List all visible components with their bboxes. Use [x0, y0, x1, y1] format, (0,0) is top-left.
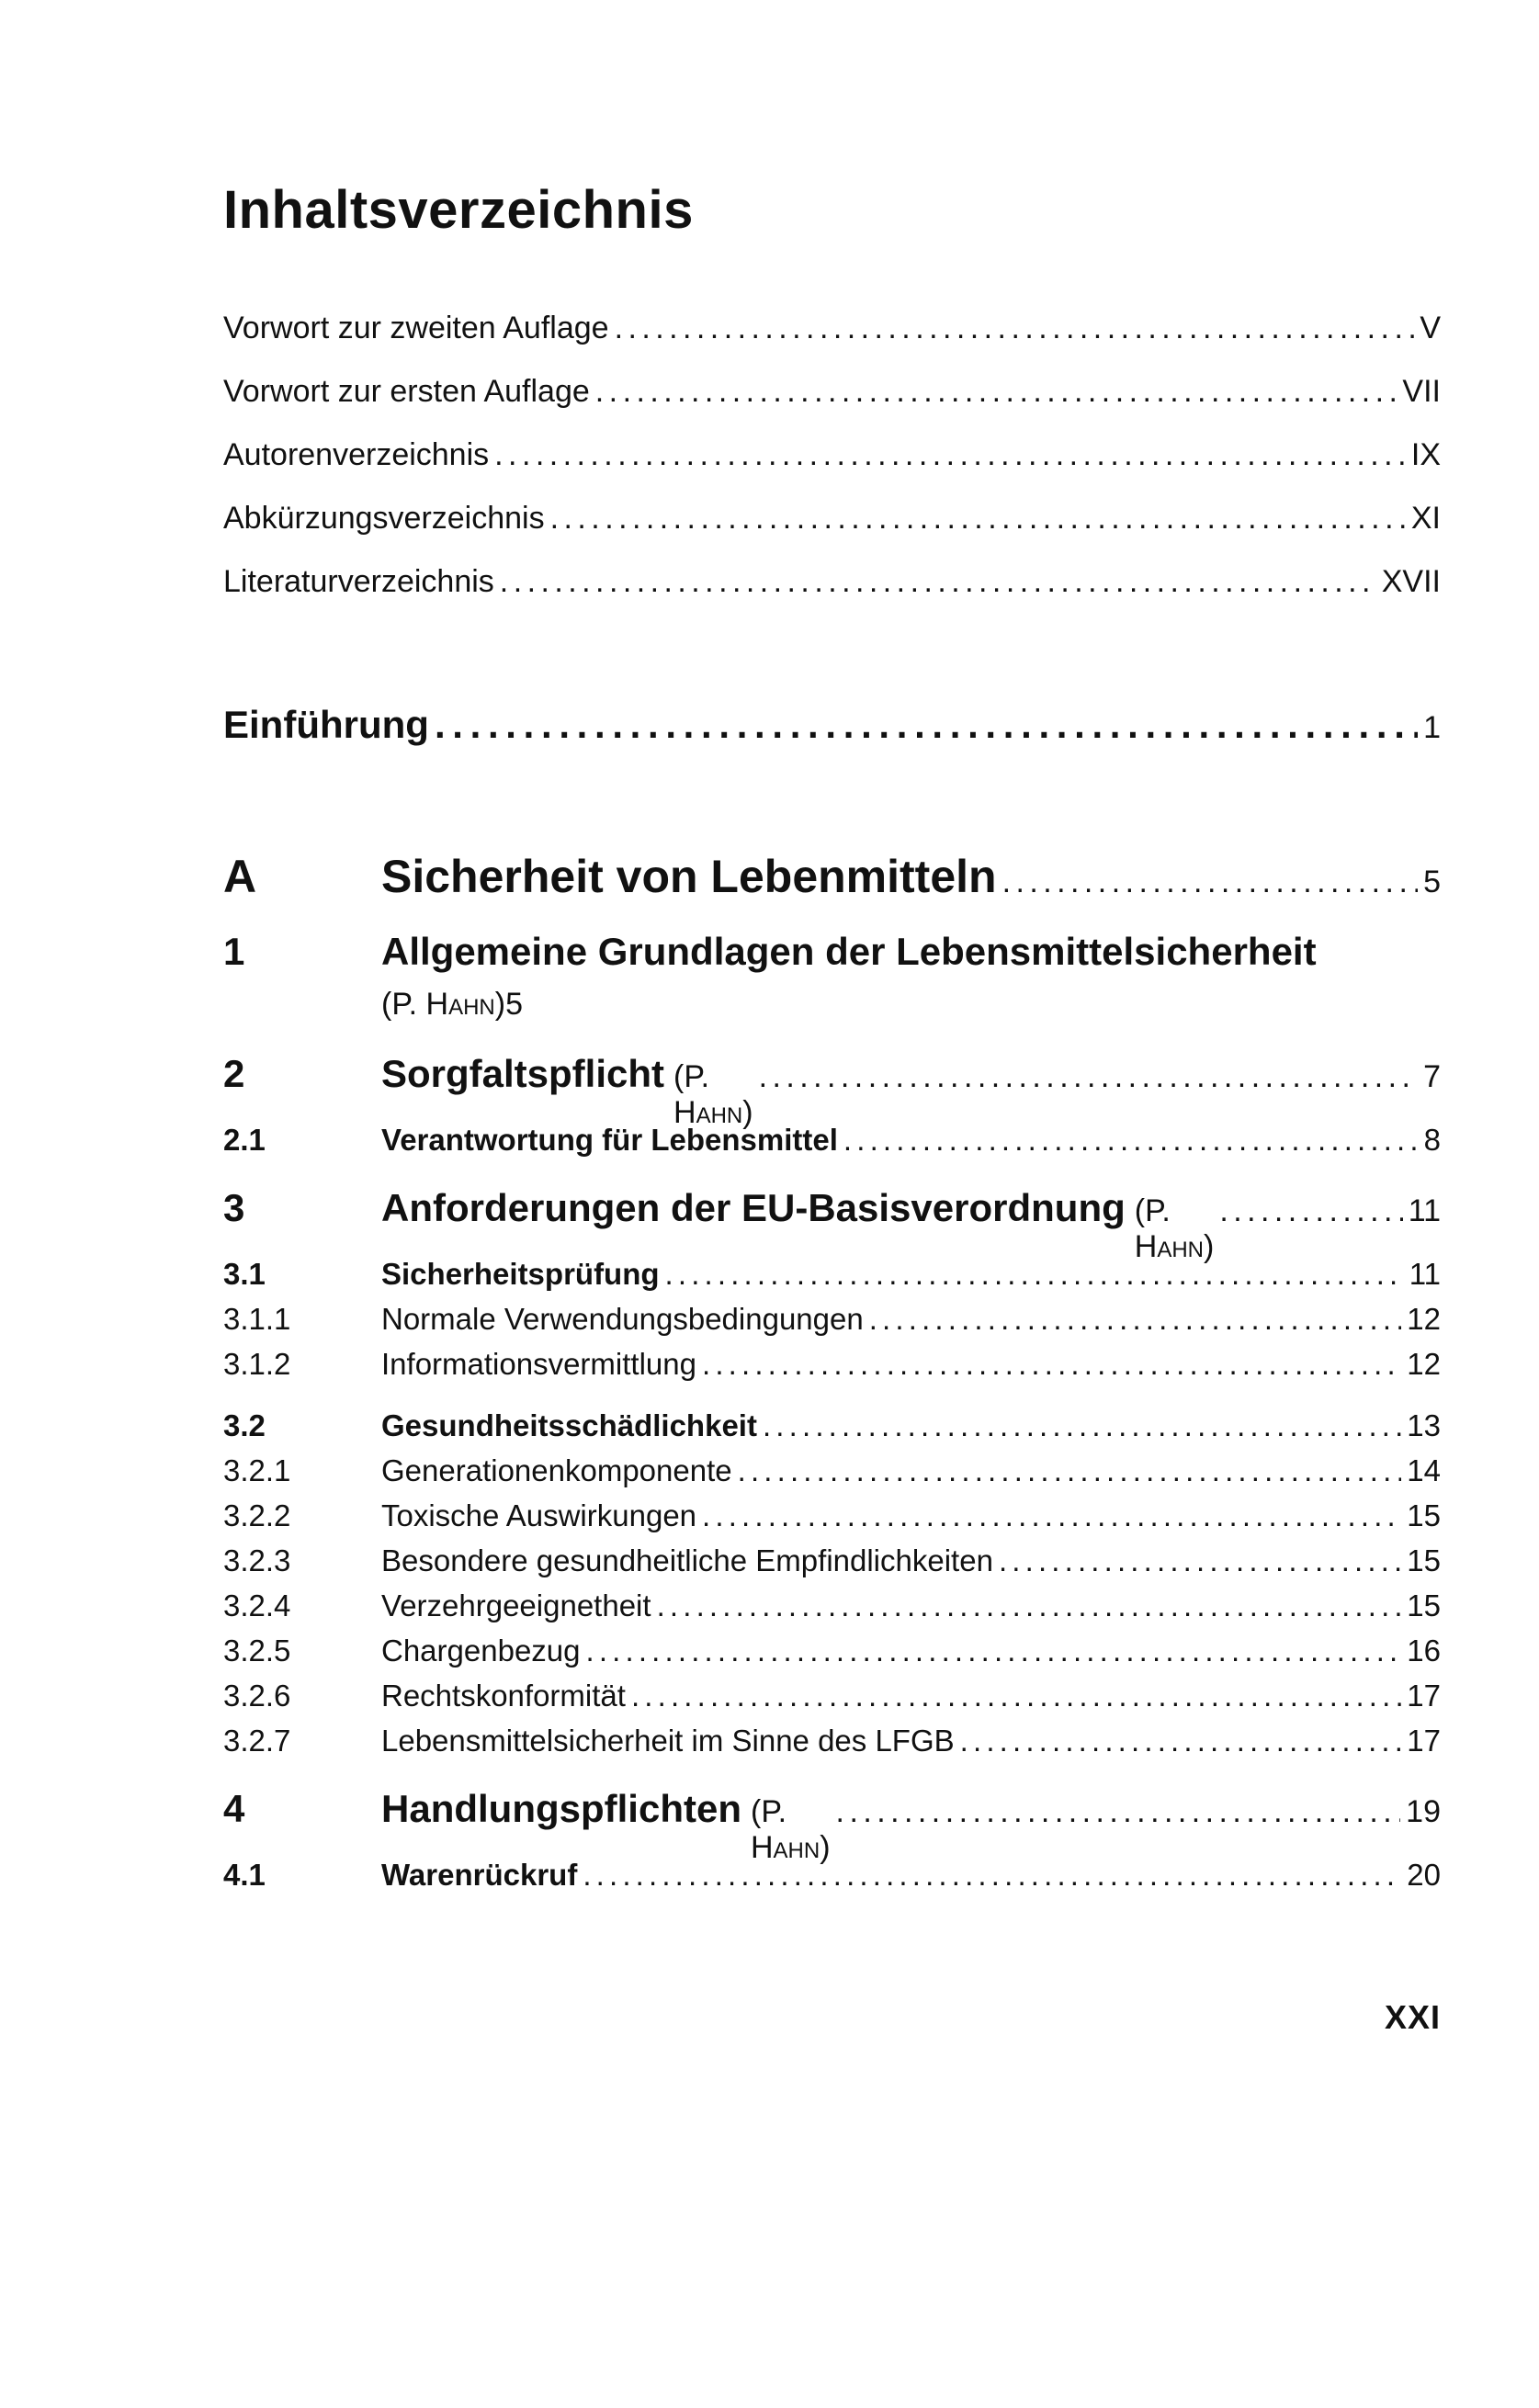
leader-dots [615, 311, 1415, 346]
toc-entry-title: Gesundheitsschädlichkeit [381, 1408, 757, 1442]
toc-entry-title: Verantwortung für Lebensmittel [381, 1123, 838, 1157]
toc-entry-title: Normale Verwendungsbedingungen [381, 1302, 864, 1336]
toc-entry-title: Anforderungen der EU-Basisverordnung [381, 1186, 1126, 1229]
leader-dots [999, 1543, 1401, 1578]
toc-entry-number: 3.2.4 [223, 1588, 291, 1622]
toc-subsection-3-2-7 [223, 1724, 1441, 1758]
toc-entry-page: 12 [1407, 1302, 1441, 1336]
toc-chapter-2 [223, 1052, 1441, 1131]
toc-part-a [223, 850, 1441, 903]
toc-entry-page: 11 [1408, 1193, 1441, 1228]
toc-entry-number: 3.2.7 [223, 1724, 291, 1758]
toc-entry-title: Einführung [223, 703, 429, 746]
page-number: XXI [1384, 1998, 1441, 2036]
toc-entry-vorwort-zweite [223, 311, 1441, 346]
toc-entry-title: Verzehrgeeignetheit [381, 1588, 651, 1622]
toc-entry-page: 20 [1407, 1858, 1441, 1892]
toc-entry-title: Sorgfaltspflicht [381, 1052, 665, 1095]
toc-entry-title: Sicherheit von Lebenmitteln [381, 851, 997, 902]
toc-entry-page: 1 [1423, 710, 1441, 745]
leader-dots [763, 1408, 1401, 1443]
page-title: Inhaltsverzeichnis [223, 180, 694, 240]
toc-entry-number: 2.1 [223, 1123, 266, 1157]
leader-dots [550, 501, 1406, 537]
toc-entry-title: Vorwort zur zweiten Auflage [223, 311, 609, 345]
toc-entry-number: 1 [223, 930, 245, 973]
toc-entry-number: 3.2.5 [223, 1634, 291, 1668]
toc-chapter-1 [223, 930, 1441, 974]
toc-entry-number: 3.1.2 [223, 1347, 291, 1381]
toc-entry-number: 4 [223, 1787, 245, 1830]
toc-entry-title: Literaturverzeichnis [223, 564, 494, 599]
toc-entry-author: (P. Hahn) [751, 1794, 831, 1865]
toc-chapter-3 [223, 1186, 1441, 1265]
leader-dots [665, 1257, 1404, 1292]
toc-entry-page: V [1420, 311, 1441, 345]
toc-entry-number: 2 [223, 1052, 245, 1095]
toc-entry-einfuehrung [223, 703, 1441, 747]
toc-entry-number: 3.2.6 [223, 1679, 291, 1713]
toc-entry-title: Rechtskonformität [381, 1679, 626, 1713]
toc-entry-page: 13 [1407, 1408, 1441, 1442]
toc-entry-page: 17 [1407, 1724, 1441, 1758]
toc-section-4-1 [223, 1858, 1441, 1893]
toc-entry-title: Warenrückruf [381, 1858, 578, 1892]
toc-section-3-1 [223, 1257, 1441, 1292]
toc-entry-page: 11 [1409, 1257, 1441, 1291]
toc-entry-title: Sicherheitsprüfung [381, 1257, 660, 1291]
toc-entry-page: XI [1410, 501, 1441, 536]
toc-entry-page: 5 [505, 987, 523, 1022]
leader-dots [836, 1794, 1401, 1830]
toc-entry-number: 3.1 [223, 1257, 266, 1291]
leader-dots [500, 564, 1376, 600]
toc-entry-title: Chargenbezug [381, 1634, 581, 1668]
toc-subsection-3-2-6 [223, 1679, 1441, 1713]
toc-entry-page: XVII [1381, 564, 1441, 599]
toc-entry-number: 3 [223, 1186, 245, 1229]
toc-subsection-3-2-1 [223, 1453, 1441, 1488]
leader-dots [702, 1498, 1401, 1533]
toc-entry-page: 15 [1407, 1588, 1441, 1622]
leader-dots [843, 1123, 1419, 1158]
toc-entry-title: Informationsvermittlung [381, 1347, 696, 1381]
toc-entry-page: 16 [1407, 1634, 1441, 1668]
leader-dots [960, 1724, 1402, 1758]
leader-dots [759, 1059, 1419, 1095]
toc-entry-title: Allgemeine Grundlagen der Lebensmittelsicherheit [381, 930, 1317, 973]
toc-entry-page: 15 [1407, 1543, 1441, 1577]
toc-entry-page: 7 [1423, 1059, 1441, 1094]
toc-subsection-3-2-3 [223, 1543, 1441, 1578]
leader-dots [1219, 1193, 1402, 1229]
toc-entry-title: Handlungspflichten [381, 1787, 741, 1830]
toc-entry-title: Generationenkomponente [381, 1453, 732, 1487]
toc-entry-vorwort-erste [223, 374, 1441, 410]
toc-chapter-4 [223, 1787, 1441, 1866]
toc-entry-author: (P. Hahn) [381, 987, 506, 1022]
leader-dots [631, 1679, 1401, 1713]
leader-dots [494, 437, 1406, 473]
toc-subsection-3-1-2 [223, 1347, 1441, 1382]
toc-subsection-3-1-1 [223, 1302, 1441, 1337]
toc-entry-page: 12 [1407, 1347, 1441, 1381]
toc-entry-title: Autorenverzeichnis [223, 437, 490, 472]
leader-dots [1002, 865, 1419, 900]
toc-subsection-3-2-5 [223, 1634, 1441, 1668]
toc-section-3-2 [223, 1408, 1441, 1443]
toc-entry-number: 3.1.1 [223, 1302, 291, 1336]
toc-entry-author: (P. Hahn) [673, 1059, 753, 1130]
toc-entry-title: Vorwort zur ersten Auflage [223, 374, 590, 409]
toc-entry-number: 3.2.2 [223, 1498, 291, 1532]
toc-entry-page: 19 [1406, 1794, 1441, 1829]
leader-dots [595, 374, 1398, 410]
leader-dots [869, 1302, 1402, 1337]
toc-entry-number: 3.2.1 [223, 1453, 291, 1487]
toc-entry-autorenverzeichnis [223, 437, 1441, 473]
toc-entry-page: 14 [1407, 1453, 1441, 1487]
toc-entry-page: VII [1402, 374, 1441, 409]
toc-entry-page: 8 [1423, 1123, 1441, 1157]
leader-dots [435, 703, 1418, 747]
toc-entry-abkuerzungsverzeichnis [223, 501, 1441, 537]
leader-dots [657, 1588, 1402, 1623]
toc-entry-page: 15 [1407, 1498, 1441, 1532]
toc-entry-number: 3.2.3 [223, 1543, 291, 1577]
toc-entry-title: Lebensmittelsicherheit im Sinne des LFGB [381, 1724, 955, 1758]
toc-entry-number: A [223, 851, 257, 902]
toc-subsection-3-2-2 [223, 1498, 1441, 1533]
toc-entry-title: Abkürzungsverzeichnis [223, 501, 545, 536]
toc-entry-title: Toxische Auswirkungen [381, 1498, 697, 1532]
toc-entry-page: 5 [1423, 865, 1441, 899]
leader-dots [738, 1453, 1402, 1488]
leader-dots [586, 1634, 1402, 1668]
toc-subsection-3-2-4 [223, 1588, 1441, 1623]
toc-chapter-1-author-line [381, 987, 1441, 1023]
leader-dots [702, 1347, 1401, 1382]
toc-entry-number: 4.1 [223, 1858, 266, 1892]
toc-section-2-1 [223, 1123, 1441, 1158]
toc-entry-page: IX [1410, 437, 1441, 472]
toc-entry-author: (P. Hahn) [1134, 1193, 1215, 1264]
toc-entry-literaturverzeichnis [223, 564, 1441, 600]
toc-entry-title: Besondere gesundheitliche Empfindlichkeiten [381, 1543, 993, 1577]
leader-dots [583, 1858, 1401, 1893]
toc-entry-number: 3.2 [223, 1408, 266, 1442]
toc-entry-page: 17 [1407, 1679, 1441, 1713]
